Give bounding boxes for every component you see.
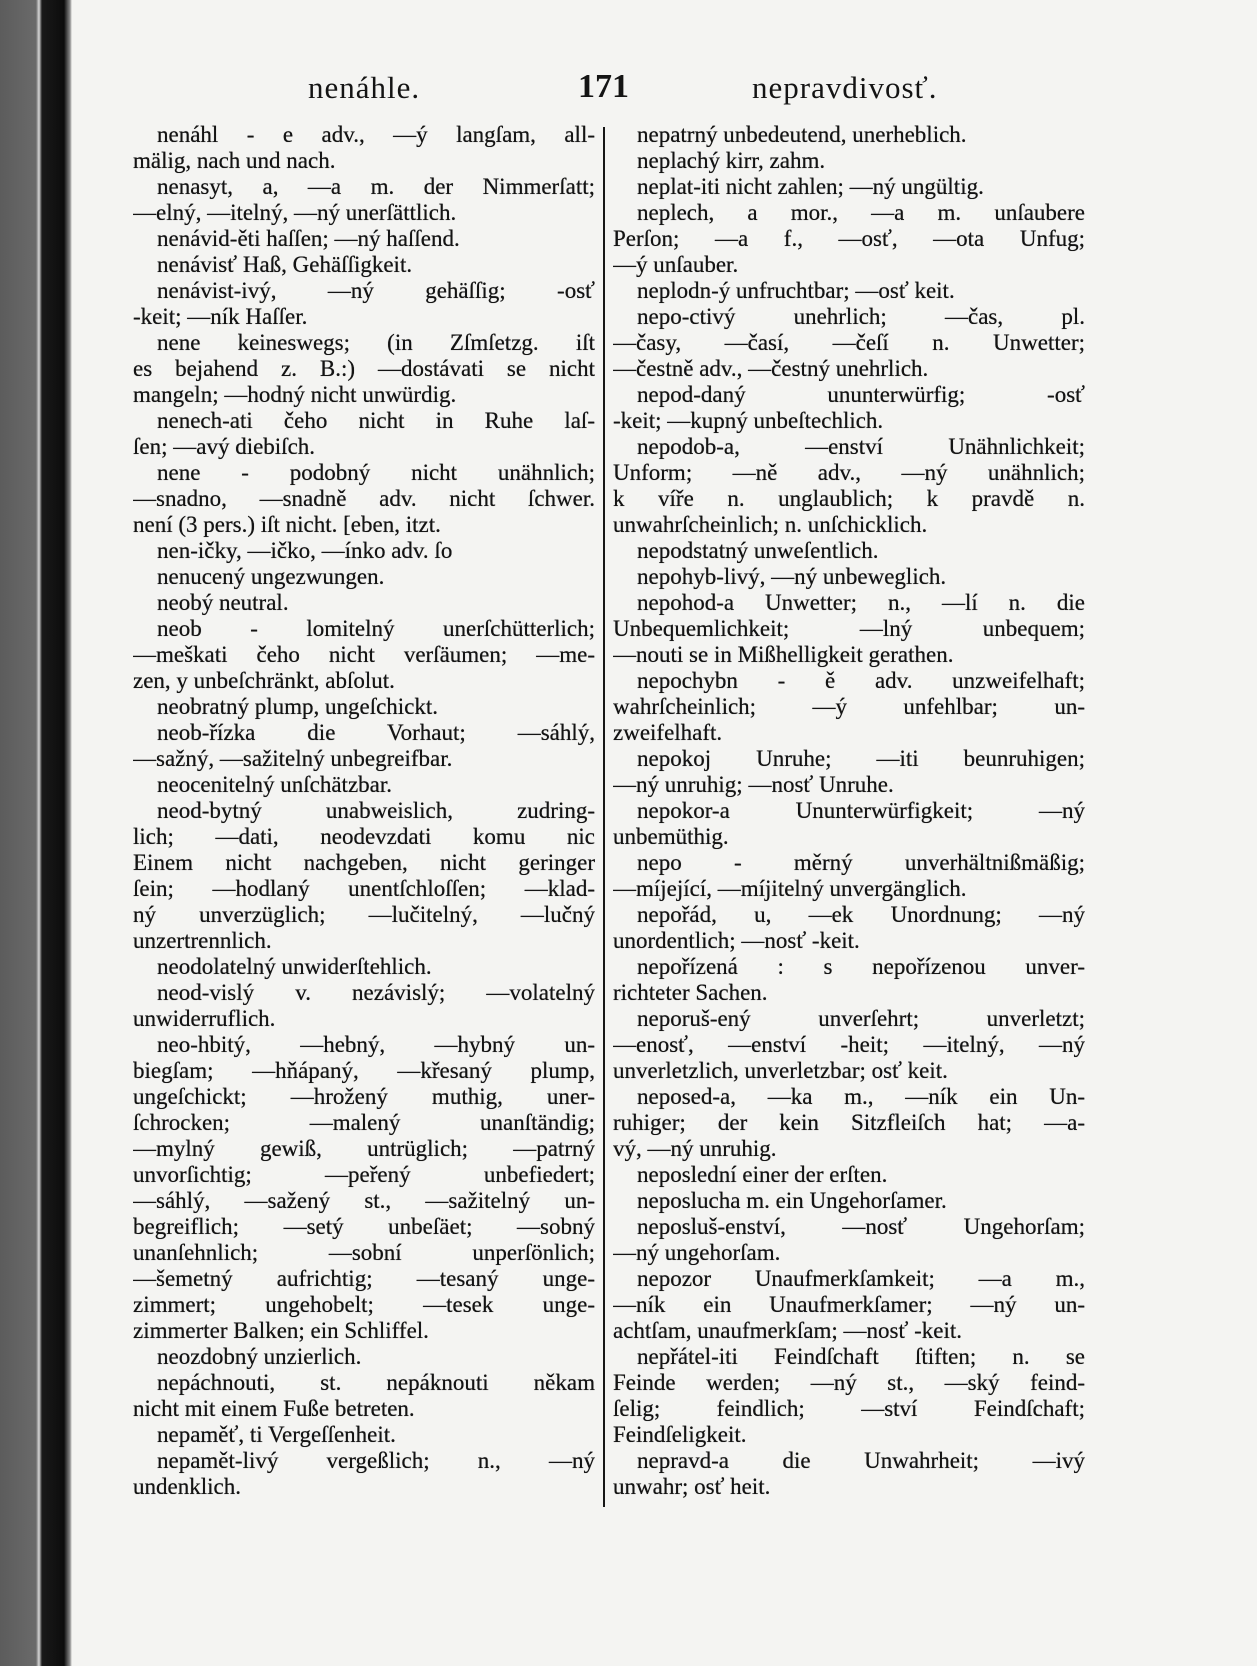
entry-line: —čestně adv., —čestný unehrlich. <box>613 356 929 381</box>
left-column <box>133 122 595 1512</box>
dictionary-entry <box>613 668 1085 746</box>
entry-line: ruhiger; der kein Sitzfleiſch hat; —a- <box>613 1110 1085 1135</box>
entry-headword-line: nenáhl - e adv., —ý langſam, all- <box>157 122 595 147</box>
entry-line: undenklich. <box>133 1474 241 1499</box>
entry-line: ný unverzüglich; —lučitelný, —lučný <box>133 902 595 927</box>
entry-line: unbemüthig. <box>613 824 729 849</box>
entry-headword-line: nepozor Unaufmerkſamkeit; —a m., <box>637 1266 1085 1291</box>
dictionary-entry <box>613 798 1085 850</box>
entry-line: lich; —dati, neodevzdati komu nic <box>133 824 595 849</box>
dictionary-entry <box>613 148 1085 174</box>
entry-line: Unbequemlichkeit; —lný unbequem; <box>613 616 1085 641</box>
entry-headword-line: neobý neutral. <box>157 590 289 615</box>
entry-headword-line: nepodstatný unweſentlich. <box>637 538 879 563</box>
dictionary-entry <box>613 278 1085 304</box>
dictionary-entry <box>133 278 595 330</box>
entry-line: Einem nicht nachgeben, nicht geringer <box>133 850 595 875</box>
entry-headword-line: neporuš-ený unverſehrt; unverletzt; <box>637 1006 1085 1031</box>
entry-line: es bejahend z. B.:) —dostávati se nicht <box>133 356 595 381</box>
entry-line: -keit; —ník Haſſer. <box>133 304 308 329</box>
dictionary-entry <box>613 564 1085 590</box>
entry-line: ſelig; feindlich; —ství Feindſchaft; <box>613 1396 1085 1421</box>
entry-line: není (3 pers.) iſt nicht. [eben, itzt. <box>133 512 441 537</box>
entry-headword-line: neob - lomitelný unerſchütterlich; <box>157 616 595 641</box>
entry-headword-line: nepořízená : s nepořízenou unver- <box>637 954 1085 979</box>
entry-line: —ý unſauber. <box>613 252 739 277</box>
entry-headword-line: nepodob-a, —enství Unähnlichkeit; <box>637 434 1085 459</box>
entry-line: wahrſcheinlich; —ý unfehlbar; un- <box>613 694 1085 719</box>
entry-line: —ný unruhig; —nosť Unruhe. <box>613 772 894 797</box>
running-header <box>0 70 1257 110</box>
entry-headword-line: neplachý kirr, zahm. <box>637 148 826 173</box>
entry-headword-line: nepohyb-livý, —ný unbeweglich. <box>637 564 947 589</box>
entry-line: Perſon; —a f., —osť, —ota Unfug; <box>613 226 1085 251</box>
entry-line: —ný ungehorſam. <box>613 1240 781 1265</box>
entry-line: unwiderruflich. <box>133 1006 276 1031</box>
entry-headword-line: nepochybn - ě adv. unzweifelhaft; <box>637 668 1085 693</box>
dictionary-entry <box>133 798 595 954</box>
dictionary-entry <box>133 564 595 590</box>
entry-line: vý, —ný unruhig. <box>613 1136 777 1161</box>
entry-headword-line: nenasyt, a, —a m. der Nimmerſatt; <box>157 174 595 199</box>
entry-headword-line: neplech, a mor., —a m. unſaubere <box>637 200 1085 225</box>
dictionary-entry <box>133 226 595 252</box>
entry-line: ſchrocken; —malený unanſtändig; <box>133 1110 595 1135</box>
entry-headword-line: nenávist-ivý, —ný gehäſſig; -osť <box>157 278 595 303</box>
dictionary-entry <box>133 174 595 226</box>
entry-line: ſen; —avý diebiſch. <box>133 434 316 459</box>
entry-headword-line: nepravd-a die Unwahrheit; —ivý <box>637 1448 1085 1473</box>
dictionary-entry <box>133 1448 595 1500</box>
entry-headword-line: nepod-daný ununterwürfig; -osť <box>637 382 1085 407</box>
entry-headword-line: neposlucha m. ein Ungehorſamer. <box>637 1188 947 1213</box>
entry-line: k víře n. unglaublich; k pravdě n. <box>613 486 1085 511</box>
entry-headword-line: neocenitelný unſchätzbar. <box>157 772 393 797</box>
entry-line: begreiflich; —setý unbeſäet; —sobný <box>133 1214 595 1239</box>
entry-line: —časy, —časí, —čeſí n. Unwetter; <box>613 330 1085 355</box>
page-number: 171 <box>578 68 629 105</box>
dictionary-entry <box>613 434 1085 538</box>
entry-headword-line: neod-vislý v. nezávislý; —volatelný <box>157 980 595 1005</box>
dictionary-entry <box>133 980 595 1032</box>
entry-headword-line: neozdobný unzierlich. <box>157 1344 362 1369</box>
entry-headword-line: neposed-a, —ka m., —ník ein Un- <box>637 1084 1085 1109</box>
entry-line: unordentlich; —nosť -keit. <box>613 928 860 953</box>
entry-line: —elný, —itelný, —ný unerſättlich. <box>133 200 457 225</box>
entry-line: biegſam; —hňápaný, —křesaný plump, <box>133 1058 595 1083</box>
entry-line: unverletzlich, unverletzbar; osť keit. <box>613 1058 948 1083</box>
entry-line: ungeſchickt; —hrožený muthig, uner- <box>133 1084 595 1109</box>
entry-headword-line: nepokoj Unruhe; —iti beunruhigen; <box>637 746 1085 771</box>
dictionary-entry <box>613 1084 1085 1162</box>
dictionary-entry <box>613 1006 1085 1084</box>
dictionary-entry <box>133 330 595 408</box>
entry-headword-line: nen-ičky, —ičko, —ínko adv. ſo <box>157 538 453 563</box>
entry-headword-line: nenucený ungezwungen. <box>157 564 385 589</box>
entry-line: zen, y unbeſchränkt, abſolut. <box>133 668 395 693</box>
column-divider <box>603 127 605 1507</box>
dictionary-entry <box>133 772 595 798</box>
entry-headword-line: neobratný plump, ungeſchickt. <box>157 694 439 719</box>
entry-headword-line: nenávid-ěti haſſen; —ný haſſend. <box>157 226 460 251</box>
entry-headword-line: nepo-ctivý unehrlich; —čas, pl. <box>637 304 1085 329</box>
dictionary-entry <box>613 538 1085 564</box>
entry-line: unanſehnlich; —sobní unperſönlich; <box>133 1240 595 1265</box>
entry-line: —ník ein Unaufmerkſamer; —ný un- <box>613 1292 1085 1317</box>
entry-headword-line: neo-hbitý, —hebný, —hybný un- <box>157 1032 595 1057</box>
entry-line: unwahr; osť heit. <box>613 1474 771 1499</box>
header-guide-word-left: nenáhle. <box>308 70 421 105</box>
dictionary-entry <box>613 200 1085 278</box>
dictionary-entry <box>133 538 595 564</box>
entry-headword-line: nepatrný unbedeutend, unerheblich. <box>637 122 967 147</box>
entry-line: —snadno, —snadně adv. nicht ſchwer. <box>133 486 595 511</box>
entry-headword-line: neposlední einer der erſten. <box>637 1162 888 1187</box>
dictionary-entry <box>133 1032 595 1344</box>
entry-line: —mylný gewiß, untrüglich; —patrný <box>133 1136 595 1161</box>
entry-headword-line: nepáchnouti, st. nepáknouti někam <box>157 1370 595 1395</box>
entry-line: Feindſeligkeit. <box>613 1422 747 1447</box>
dictionary-entry <box>613 1344 1085 1448</box>
dictionary-entry <box>133 616 595 694</box>
dictionary-entry <box>613 382 1085 434</box>
entry-line: richteter Sachen. <box>613 980 768 1005</box>
entry-headword-line: nepřátel-iti Feindſchaft ſtiften; n. se <box>637 1344 1085 1369</box>
dictionary-entry <box>133 954 595 980</box>
dictionary-entry <box>613 954 1085 1006</box>
entry-headword-line: neplat-iti nicht zahlen; —ný ungültig. <box>637 174 984 199</box>
entry-headword-line: neob-řízka die Vorhaut; —sáhlý, <box>157 720 595 745</box>
entry-line: ſein; —hodlaný unentſchloſſen; —klad- <box>133 876 595 901</box>
entry-line: unwahrſcheinlich; n. unſchicklich. <box>613 512 928 537</box>
entry-line: —enosť, —enství -heit; —itelný, —ný <box>613 1032 1085 1057</box>
dictionary-entry <box>133 720 595 772</box>
entry-line: achtſam, unaufmerkſam; —nosť -keit. <box>613 1318 962 1343</box>
entry-headword-line: nenávisť Haß, Gehäſſigkeit. <box>157 252 413 277</box>
entry-headword-line: nenech-ati čeho nicht in Ruhe laſ- <box>157 408 595 433</box>
dictionary-entry <box>613 304 1085 382</box>
entry-headword-line: nepokor-a Ununterwürfigkeit; —ný <box>637 798 1085 823</box>
dictionary-entry <box>613 122 1085 148</box>
entry-headword-line: nene - podobný nicht unähnlich; <box>157 460 595 485</box>
dictionary-entry <box>133 1344 595 1370</box>
dictionary-entry <box>613 174 1085 200</box>
dictionary-entry <box>133 694 595 720</box>
entry-line: zweifelhaft. <box>613 720 723 745</box>
header-guide-word-right: nepravdivosť. <box>752 70 938 105</box>
dictionary-entry <box>613 746 1085 798</box>
entry-line: —sáhlý, —sažený st., —sažitelný un- <box>133 1188 595 1213</box>
entry-headword-line: nepořád, u, —ek Unordnung; —ný <box>637 902 1085 927</box>
entry-line: —míjející, —míjitelný unvergänglich. <box>613 876 967 901</box>
entry-headword-line: neposluš-enství, —nosť Ungehorſam; <box>637 1214 1085 1239</box>
dictionary-entry <box>133 122 595 174</box>
dictionary-entry <box>613 1162 1085 1188</box>
entry-line: Feinde werden; —ný st., —ský feind- <box>613 1370 1085 1395</box>
dictionary-entry <box>613 902 1085 954</box>
entry-headword-line: neodolatelný unwiderſtehlich. <box>157 954 432 979</box>
entry-headword-line: nepamět-livý vergeßlich; n., —ný <box>157 1448 595 1473</box>
entry-headword-line: neod-bytný unabweislich, zudring- <box>157 798 595 823</box>
dictionary-entry <box>613 850 1085 902</box>
entry-headword-line: neplodn-ý unfruchtbar; —osť keit. <box>637 278 955 303</box>
dictionary-entry <box>613 590 1085 668</box>
page-binding-edge <box>0 0 72 1666</box>
dictionary-entry <box>613 1188 1085 1214</box>
entry-line: mälig, nach und nach. <box>133 148 336 173</box>
entry-line: mangeln; —hodný nicht unwürdig. <box>133 382 457 407</box>
dictionary-entry <box>613 1448 1085 1500</box>
dictionary-entry <box>133 252 595 278</box>
dictionary-entry <box>613 1266 1085 1344</box>
dictionary-entry <box>133 408 595 460</box>
entry-line: —sažný, —sažitelný unbegreifbar. <box>133 746 453 771</box>
entry-headword-line: nepaměť, ti Vergeſſenheit. <box>157 1422 396 1447</box>
dictionary-entry <box>133 590 595 616</box>
entry-line: zimmert; ungehobelt; —tesek unge- <box>133 1292 595 1317</box>
entry-line: Unform; —ně adv., —ný unähnlich; <box>613 460 1085 485</box>
entry-headword-line: nene keineswegs; (in Zſmſetzg. iſt <box>157 330 595 355</box>
right-column <box>613 122 1085 1512</box>
dictionary-entry <box>613 1214 1085 1266</box>
entry-line: unvorſichtig; —peřený unbefiedert; <box>133 1162 595 1187</box>
entry-headword-line: nepo - měrný unverhältnißmäßig; <box>637 850 1085 875</box>
dictionary-entry <box>133 1370 595 1422</box>
entry-line: -keit; —kupný unbeſtechlich. <box>613 408 884 433</box>
dictionary-entry <box>133 460 595 538</box>
entry-line: —šemetný aufrichtig; —tesaný unge- <box>133 1266 595 1291</box>
entry-headword-line: nepohod-a Unwetter; n., —lí n. die <box>637 590 1085 615</box>
entry-line: unzertrennlich. <box>133 928 272 953</box>
entry-line: —nouti se in Mißhelligkeit gerathen. <box>613 642 954 667</box>
entry-line: nicht mit einem Fuße betreten. <box>133 1396 415 1421</box>
entry-line: —meškati čeho nicht verſäumen; —me- <box>133 642 595 667</box>
entry-line: zimmerter Balken; ein Schliffel. <box>133 1318 429 1343</box>
dictionary-entry <box>133 1422 595 1448</box>
